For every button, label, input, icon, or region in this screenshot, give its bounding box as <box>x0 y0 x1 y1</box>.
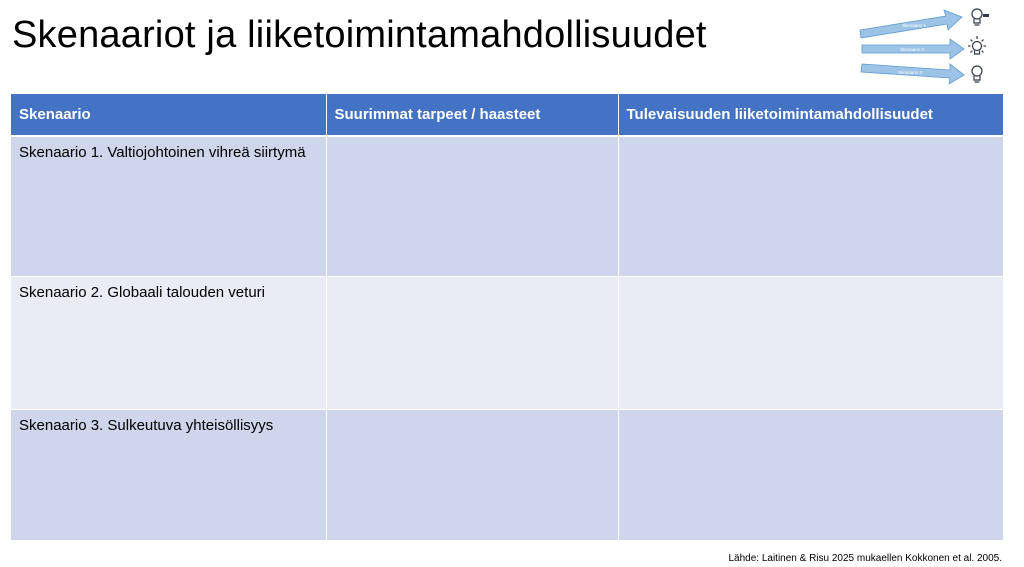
scenario-arrows-graphic <box>858 6 998 86</box>
scenario-arrow-3 <box>861 64 964 84</box>
lightbulb-icon <box>972 9 989 25</box>
opportunities-cell[interactable] <box>618 410 1003 541</box>
column-header-opportunities: Tulevaisuuden liiketoimintamahdollisuudet <box>618 94 1003 136</box>
scenario-arrow-2-label: Skenaario 2 <box>900 47 925 52</box>
lightbulb-icon <box>972 66 982 82</box>
opportunities-cell[interactable] <box>618 136 1003 277</box>
scenario-cell: Skenaario 1. Valtiojohtoinen vihreä siirtymä <box>11 136 326 277</box>
scenario-arrow-1 <box>860 10 962 38</box>
scenario-arrow-2 <box>862 39 964 59</box>
scenario-arrow-3-label: Skenaario 3 <box>898 70 923 75</box>
scenario-arrow-1-label: Skenaario 1 <box>902 23 927 28</box>
source-citation: Lähde: Laitinen & Risu 2025 mukaellen Kokkonen et al. 2005. <box>728 553 1002 564</box>
table-row <box>11 410 1003 541</box>
needs-cell[interactable] <box>326 136 618 277</box>
table-header-row <box>11 94 1003 136</box>
page-title: Skenaariot ja liiketoimintamahdollisuudet <box>12 14 707 56</box>
scenario-table <box>11 94 1003 541</box>
lightbulb-glowing-icon <box>968 36 986 54</box>
scenario-cell: Skenaario 2. Globaali talouden veturi <box>11 277 326 410</box>
column-header-scenario: Skenaario <box>11 94 326 136</box>
table-row <box>11 277 1003 410</box>
needs-cell[interactable] <box>326 277 618 410</box>
column-header-needs: Suurimmat tarpeet / haasteet <box>326 94 618 136</box>
scenario-cell: Skenaario 3. Sulkeutuva yhteisöllisyys <box>11 410 326 541</box>
opportunities-cell[interactable] <box>618 277 1003 410</box>
needs-cell[interactable] <box>326 410 618 541</box>
table-row <box>11 136 1003 277</box>
